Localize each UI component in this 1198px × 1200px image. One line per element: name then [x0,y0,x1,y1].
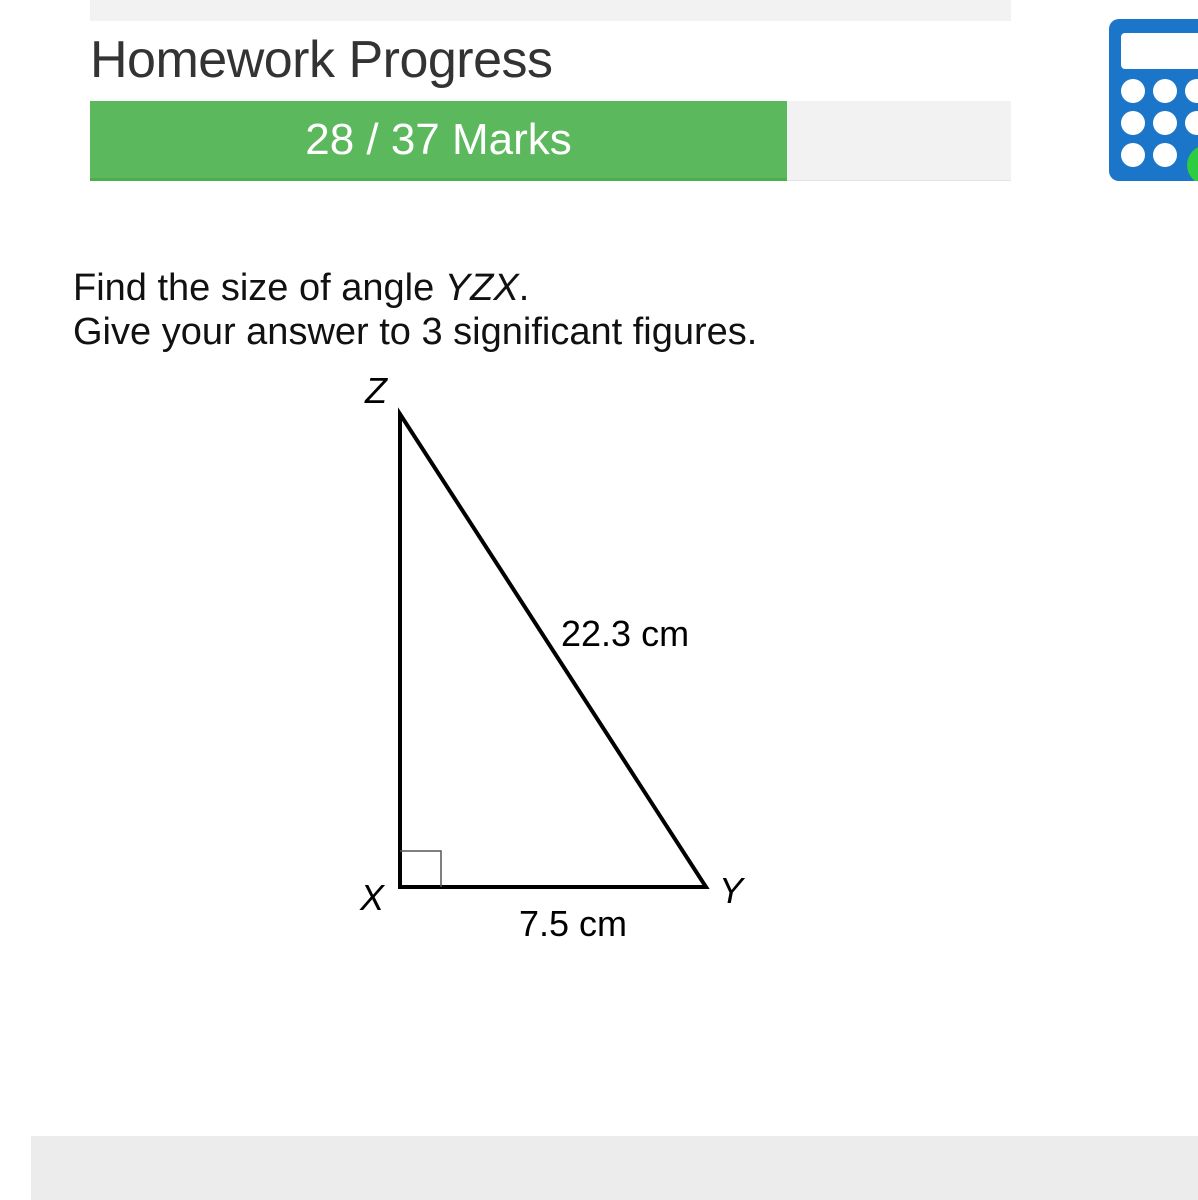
question-line-2: Give your answer to 3 significant figures. [73,311,758,353]
question-line-1-suffix: . [518,267,530,309]
question-line-1-prefix: Find the size of angle [73,267,445,309]
vertex-z-label: Z [365,370,387,411]
vertex-x-label: X [360,877,385,918]
vertex-y-label: Y [719,870,744,911]
angle-name: YZX [444,267,519,309]
bottom-bar [31,1136,1198,1200]
progress-label: 28 / 37 Marks [305,114,572,164]
right-angle-marker [400,851,441,887]
progress-title: Homework Progress [90,31,553,89]
base-length-label: 7.5 cm [519,903,628,944]
hypotenuse-length-label: 22.3 cm [561,613,690,654]
